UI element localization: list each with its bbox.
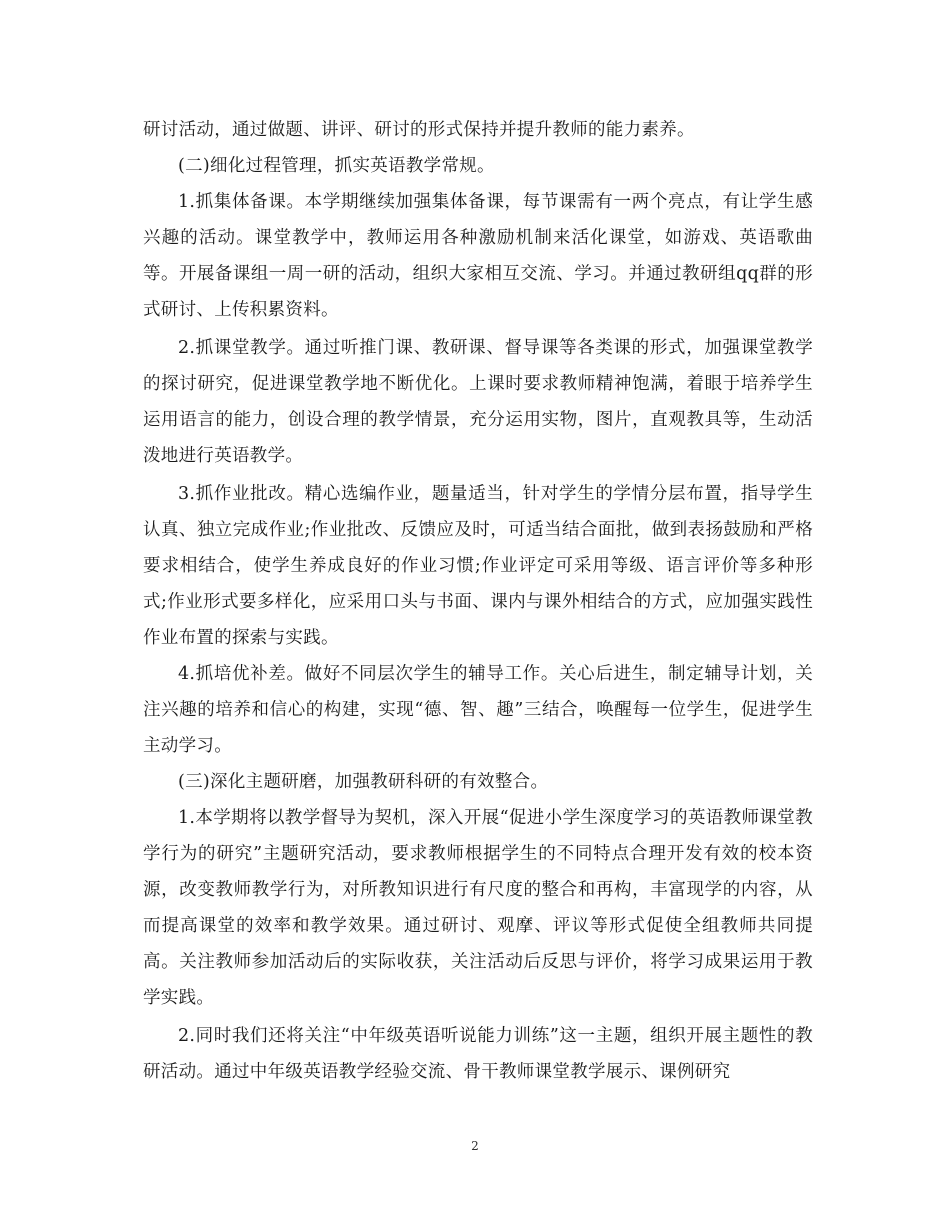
paragraph-listening-speaking: 2.同时我们还将关注“中年级英语听说能力训练”这一主题，组织开展主题性的教研活动。通过中年级英语教学经验交流、骨干教师课堂教学展示、课例研究 — [143, 1026, 813, 1082]
paragraph-homework-marking: 3.抓作业批改。精心选编作业，题量适当，针对学生的学情分层布置，指导学生认真、独立完成作业;作业批改、反馈应及时，可适当结合面批，做到表扬鼓励和严格要求相结合，使学生养成良好的作业习惯;作业评定可采用等级、语言评价等多种形式;作业形式要多样化，应采用口头与书面、课内与课外相结合的方式，应加强实践性作业布置的探索与实践。 — [143, 484, 813, 648]
section-heading-2: (二)细化过程管理，抓实英语教学常规。 — [178, 156, 495, 176]
paragraph-teaching-supervision: 1.本学期将以教学督导为契机，深入开展“促进小学生深度学习的英语教师课堂教学行为的研究”主题研究活动，要求教师根据学生的不同特点合理开发有效的校本资源，改变教师教学行为，对所教知识进行有尺度的整合和再构，丰富现学的内容，从而提高课堂的效率和教学效果。通过研讨、观摩、评议等形式促使全组教师共同提高。关注教师参加活动后的实际收获，关注活动后反思与评价，将学习成果运用于教学实践。 — [143, 808, 813, 1008]
paragraph-tutoring: 4.抓培优补差。做好不同层次学生的辅导工作。关心后进生，制定辅导计划，关注兴趣的培养和信心的构建，实现“德、智、趣”三结合，唤醒每一位学生，促进学生主动学习。 — [143, 664, 813, 756]
section-heading-3: (三)深化主题研磨，加强教研科研的有效整合。 — [178, 772, 549, 792]
paragraph-collective-lesson-prep: 1.抓集体备课。本学期继续加强集体备课，每节课需有一两个亮点，有让学生感兴趣的活动。课堂教学中，教师运用各种激励机制来活化课堂，如游戏、英语歌曲等。开展备课组一周一研的活动，组织大家相互交流、学习。并通过教研组qq群的形式研讨、上传积累资料。 — [143, 192, 813, 320]
paragraph-classroom-teaching: 2.抓课堂教学。通过听推门课、教研课、督导课等各类课的形式，加强课堂教学的探讨研究，促进课堂教学地不断优化。上课时要求教师精神饱满，着眼于培养学生运用语言的能力，创设合理的教学情景，充分运用实物，图片，直观教具等，生动活泼地进行英语教学。 — [143, 338, 813, 466]
page-number: 2 — [471, 1139, 479, 1153]
document-body — [143, 112, 813, 1090]
paragraph-1: 研讨活动，通过做题、讲评、研讨的形式保持并提升教师的能力素养。 — [143, 120, 695, 140]
